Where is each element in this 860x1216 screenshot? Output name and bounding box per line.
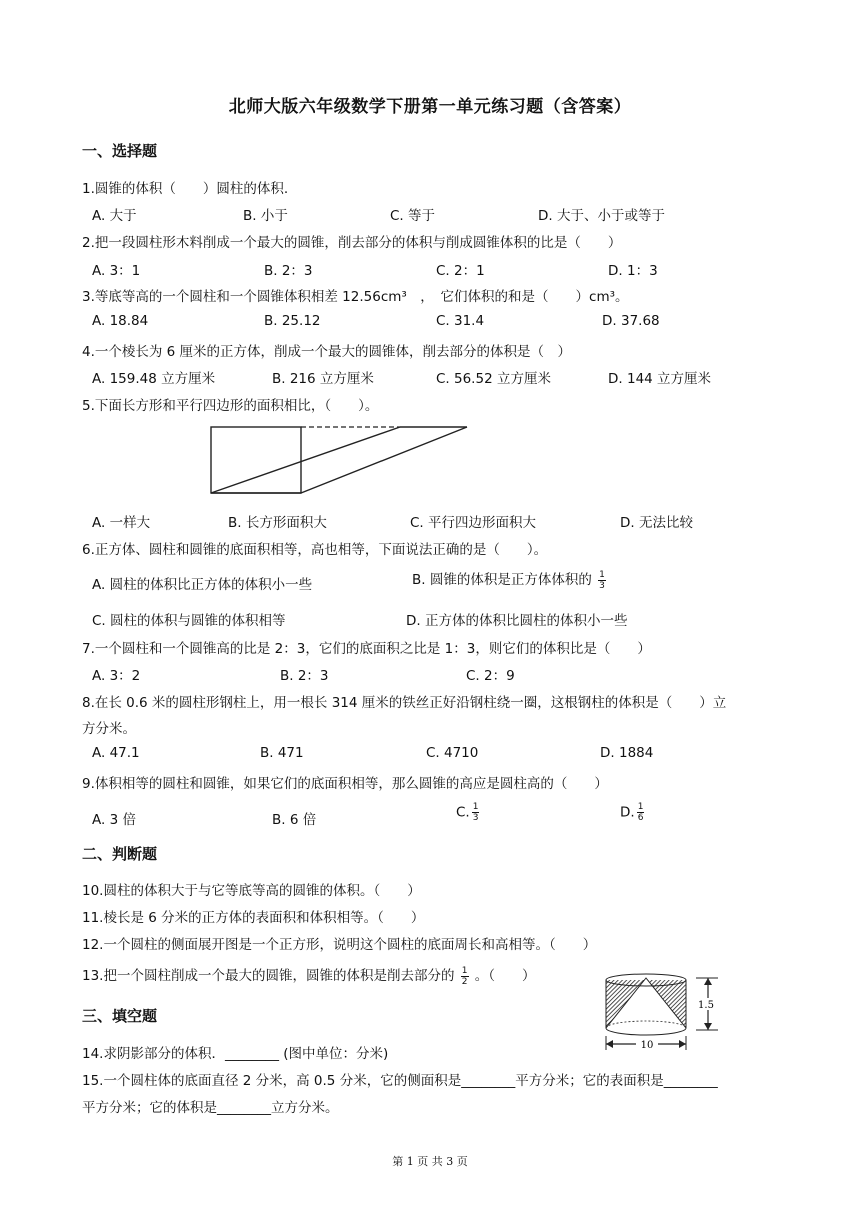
q9-option-b: B. 6 倍 [272,812,317,828]
question-11: 11.棱长是 6 分米的正方体的表面积和体积相等。（ ） [82,910,425,926]
q3-option-a: A. 18.84 [92,313,149,329]
parallelogram-right-side [301,427,467,493]
q2-option-b: B. 2：3 [264,263,313,279]
page-title: 北师大版六年级数学下册第一单元练习题（含答案） [228,97,632,117]
fraction-one-sixth [637,802,645,823]
section-heading-judge: 二、判断题 [82,845,158,863]
page-footer: 第 1 页 共 3 页 [392,1155,468,1168]
q1-option-c: C. 等于 [390,208,436,224]
q1-option-a: A. 大于 [92,208,137,224]
q1-option-b: B. 小于 [243,208,288,224]
q9-option-c [456,802,481,823]
question-13-text: 13.把一个圆柱削成一个最大的圆锥，圆锥的体积是削去部分的 [82,968,455,984]
fraction-numerator: 1 [637,802,644,812]
q2-option-a: A. 3：1 [92,263,141,279]
q9-option-d-label: D. [620,804,635,821]
question-12: 12.一个圆柱的侧面展开图是一个正方形，说明这个圆柱的底面周长和高相等。（ ） [82,937,597,953]
question-1: 1.圆锥的体积（ ）圆柱的体积. [82,181,289,197]
question-9: 9.体积相等的圆柱和圆锥，如果它们的底面积相等，那么圆锥的高应是圆柱高的（ ） [82,776,608,792]
q6-option-c: C. 圆柱的体积与圆锥的体积相等 [92,613,286,629]
q6-option-d: D. 正方体的体积比圆柱的体积小一些 [406,613,628,629]
question-10: 10.圆柱的体积大于与它等底等高的圆锥的体积。（ ） [82,883,421,899]
q9-option-c-label: C. [456,804,470,821]
fraction-numerator: 1 [599,569,605,580]
q2-option-d: D. 1：3 [608,263,658,279]
q3-option-c: C. 31.4 [436,313,485,329]
rectangle-shape [211,427,301,493]
q3-option-d: D. 37.68 [602,313,660,329]
fraction-one-half [461,966,469,987]
question-2: 2.把一段圆柱形木料削成一个最大的圆锥，削去部分的体积与削成圆锥体积的比是（ ） [82,235,622,251]
q6-option-b-text: B. 圆锥的体积是正方体体积的 [412,572,592,588]
question-15-line-1: 15.一个圆柱体的底面直径 2 分米，高 0.5 分米，它的侧面积是________平方分米；它的表面积是________ [82,1073,718,1089]
question-3: 3.等底等高的一个圆柱和一个圆锥体积相差 12.56cm³ ， 它们体积的和是（ ）cm³。 [82,289,629,305]
q6-option-b [412,568,608,591]
question-8-line-1: 8.在长 0.6 米的圆柱形钢柱上，用一根长 314 厘米的铁丝正好沿钢柱绕一圈，这根钢柱的体积是（ ）立 [82,695,727,711]
question-4: 4.一个棱长为 6 厘米的正方体，削成一个最大的圆锥体，削去部分的体积是（ ） [82,344,572,360]
question-8-line-2: 方分米。 [82,721,136,737]
question-6: 6.正方体、圆柱和圆锥的底面积相等，高也相等，下面说法正确的是（ ）。 [82,542,548,558]
q9-option-d [620,802,646,823]
fraction-numerator: 1 [461,965,468,976]
question-13-tail: 。（ ） [474,968,536,984]
fraction-numerator: 1 [472,802,479,812]
q8-option-a: A. 47.1 [92,745,140,761]
q8-option-b: B. 471 [260,745,304,761]
width-label: 10 [640,1040,654,1051]
fraction-one-third [472,802,480,823]
rectangle-parallelogram-figure [205,420,475,498]
q1-option-d: D. 大于、小于或等于 [538,208,665,224]
fraction-denominator: 3 [599,580,605,591]
question-14: 14.求阴影部分的体积．________ (图中单位：分米) [82,1046,389,1062]
q7-option-b: B. 2：3 [280,668,329,684]
question-15-line-2: 平方分米；它的体积是________立方分米。 [82,1100,339,1116]
question-5: 5.下面长方形和平行四边形的面积相比，（ ）。 [82,398,379,414]
fraction-denominator: 3 [472,813,479,823]
fraction-one-third [598,570,606,591]
q4-option-c: C. 56.52 立方厘米 [436,371,551,387]
q9-option-a: A. 3 倍 [92,812,136,828]
question-13 [82,964,536,987]
q4-option-a: A. 159.48 立方厘米 [92,371,216,387]
q8-option-d: D. 1884 [600,745,654,761]
q5-option-b: B. 长方形面积大 [228,515,327,531]
cylinder-cone-figure [598,970,728,1052]
section-heading-fill: 三、填空题 [82,1007,158,1025]
q2-option-c: C. 2：1 [436,263,485,279]
q7-option-c: C. 2：9 [466,668,515,684]
fraction-denominator: 2 [461,976,468,987]
q5-option-a: A. 一样大 [92,515,151,531]
fraction-denominator: 6 [637,813,644,823]
q5-option-c: C. 平行四边形面积大 [410,515,537,531]
q6-option-a: A. 圆柱的体积比正方体的体积小一些 [92,577,313,593]
parallelogram-left-side [211,427,400,493]
q4-option-d: D. 144 立方厘米 [608,371,712,387]
q8-option-c: C. 4710 [426,745,479,761]
q7-option-a: A. 3：2 [92,668,141,684]
section-heading-choice: 一、选择题 [82,142,158,160]
q3-option-b: B. 25.12 [264,313,321,329]
q5-option-d: D. 无法比较 [620,515,693,531]
height-label: 1.5 [698,1000,714,1011]
q4-option-b: B. 216 立方厘米 [272,371,374,387]
question-7: 7.一个圆柱和一个圆锥高的比是 2：3，它们的底面积之比是 1：3，则它们的体积比是（ ） [82,641,651,657]
